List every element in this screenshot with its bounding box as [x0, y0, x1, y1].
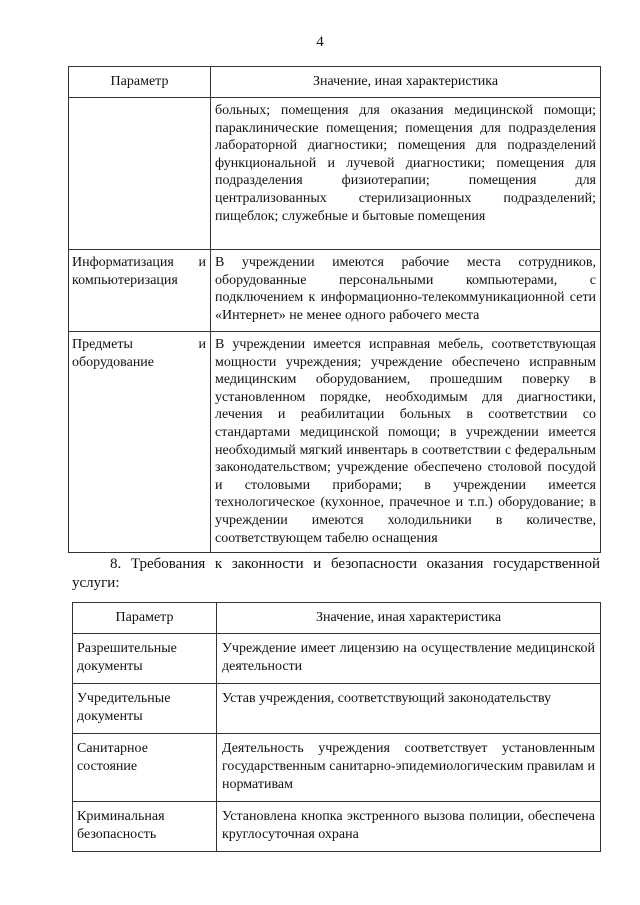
param-label-line: Учредительные [77, 691, 171, 707]
param-cell [73, 802, 217, 852]
section-heading: 8. Требования к законности и безопасности оказания государственной услуги: [72, 556, 600, 591]
param-label-line: состояние [77, 758, 138, 774]
table-row [69, 250, 601, 332]
value-cell: В учреждении имеется исправная мебель, соответствующая мощности учреждения; учреждение обеспечено исправным медицинским оборудованием, прошедшим поверку в установленном порядке, необходимым для диагностики, лечения и реабилитации больных в соответствии со стандартами медицинской помощи; в учреждении имеется необходимый мягкий инвентарь в соответствии с федеральным законодательством; учреждение обеспечено столовой посудой и столовыми приборами; в учреждении имеется технологическое (кухонное, прачечное и т.п.) оборудование; в учреждении имеются холодильники в количестве, соответствующем табелю оснащения [211, 332, 601, 553]
param-label-line: Криминальная [77, 809, 165, 825]
param-label-line: компьютеризация [72, 272, 178, 288]
param-label-line: Информатизация и [72, 255, 206, 270]
param-cell [69, 98, 211, 250]
param-cell [73, 734, 217, 802]
table-header-row [69, 67, 601, 98]
value-cell: В учреждении имеются рабочие места сотрудников, оборудованные персональными компьютерами, с подключением к информационно-телекоммуникационной сети «Интернет» не менее одного рабочего места [211, 250, 601, 332]
value-cell: Учреждение имеет лицензию на осуществление медицинской деятельности [217, 634, 601, 684]
table-row [69, 98, 601, 250]
value-cell: Устав учреждения, соответствующий законодательству [217, 684, 601, 734]
param-label-line: Разрешительные [77, 641, 177, 656]
page-number: 4 [316, 34, 324, 50]
legality-safety-table [72, 602, 601, 852]
column-header-param: Параметр [69, 67, 211, 98]
column-header-value: Значение, иная характеристика [217, 603, 601, 634]
column-header-param: Параметр [73, 603, 217, 634]
param-cell [73, 684, 217, 734]
table-header-row [73, 603, 601, 634]
value-cell: Установлена кнопка экстренного вызова полиции, обеспечена круглосуточная охрана [217, 802, 601, 852]
param-label-line: документы [77, 658, 143, 674]
param-label-line: безопасность [77, 826, 157, 842]
table-row [73, 684, 601, 734]
table-row [73, 802, 601, 852]
table-row [73, 634, 601, 684]
table-row [69, 332, 601, 553]
param-cell [69, 250, 211, 332]
param-cell [69, 332, 211, 553]
value-cell: больных; помещения для оказания медицинской помощи; параклинические помещения; помещения для подразделения лабораторной диагностики; помещения для подразделений функциональной и лучевой диагностики; помещения для подразделения физиотерапии; помещения для централизованных стерилизационных подразделений; пищеблок; служебные и бытовые помещения [211, 98, 601, 250]
param-label-line: Предметы и [72, 337, 206, 352]
param-label-line: Санитарное [77, 741, 148, 757]
value-cell: Деятельность учреждения соответствует установленным государственным санитарно-эпидемиологическим правилам и нормативам [217, 734, 601, 802]
param-label-line: документы [77, 708, 143, 724]
column-header-value: Значение, иная характеристика [211, 67, 601, 98]
table-row [73, 734, 601, 802]
param-label-line: оборудование [72, 354, 155, 370]
facilities-table [68, 66, 601, 553]
param-cell [73, 634, 217, 684]
